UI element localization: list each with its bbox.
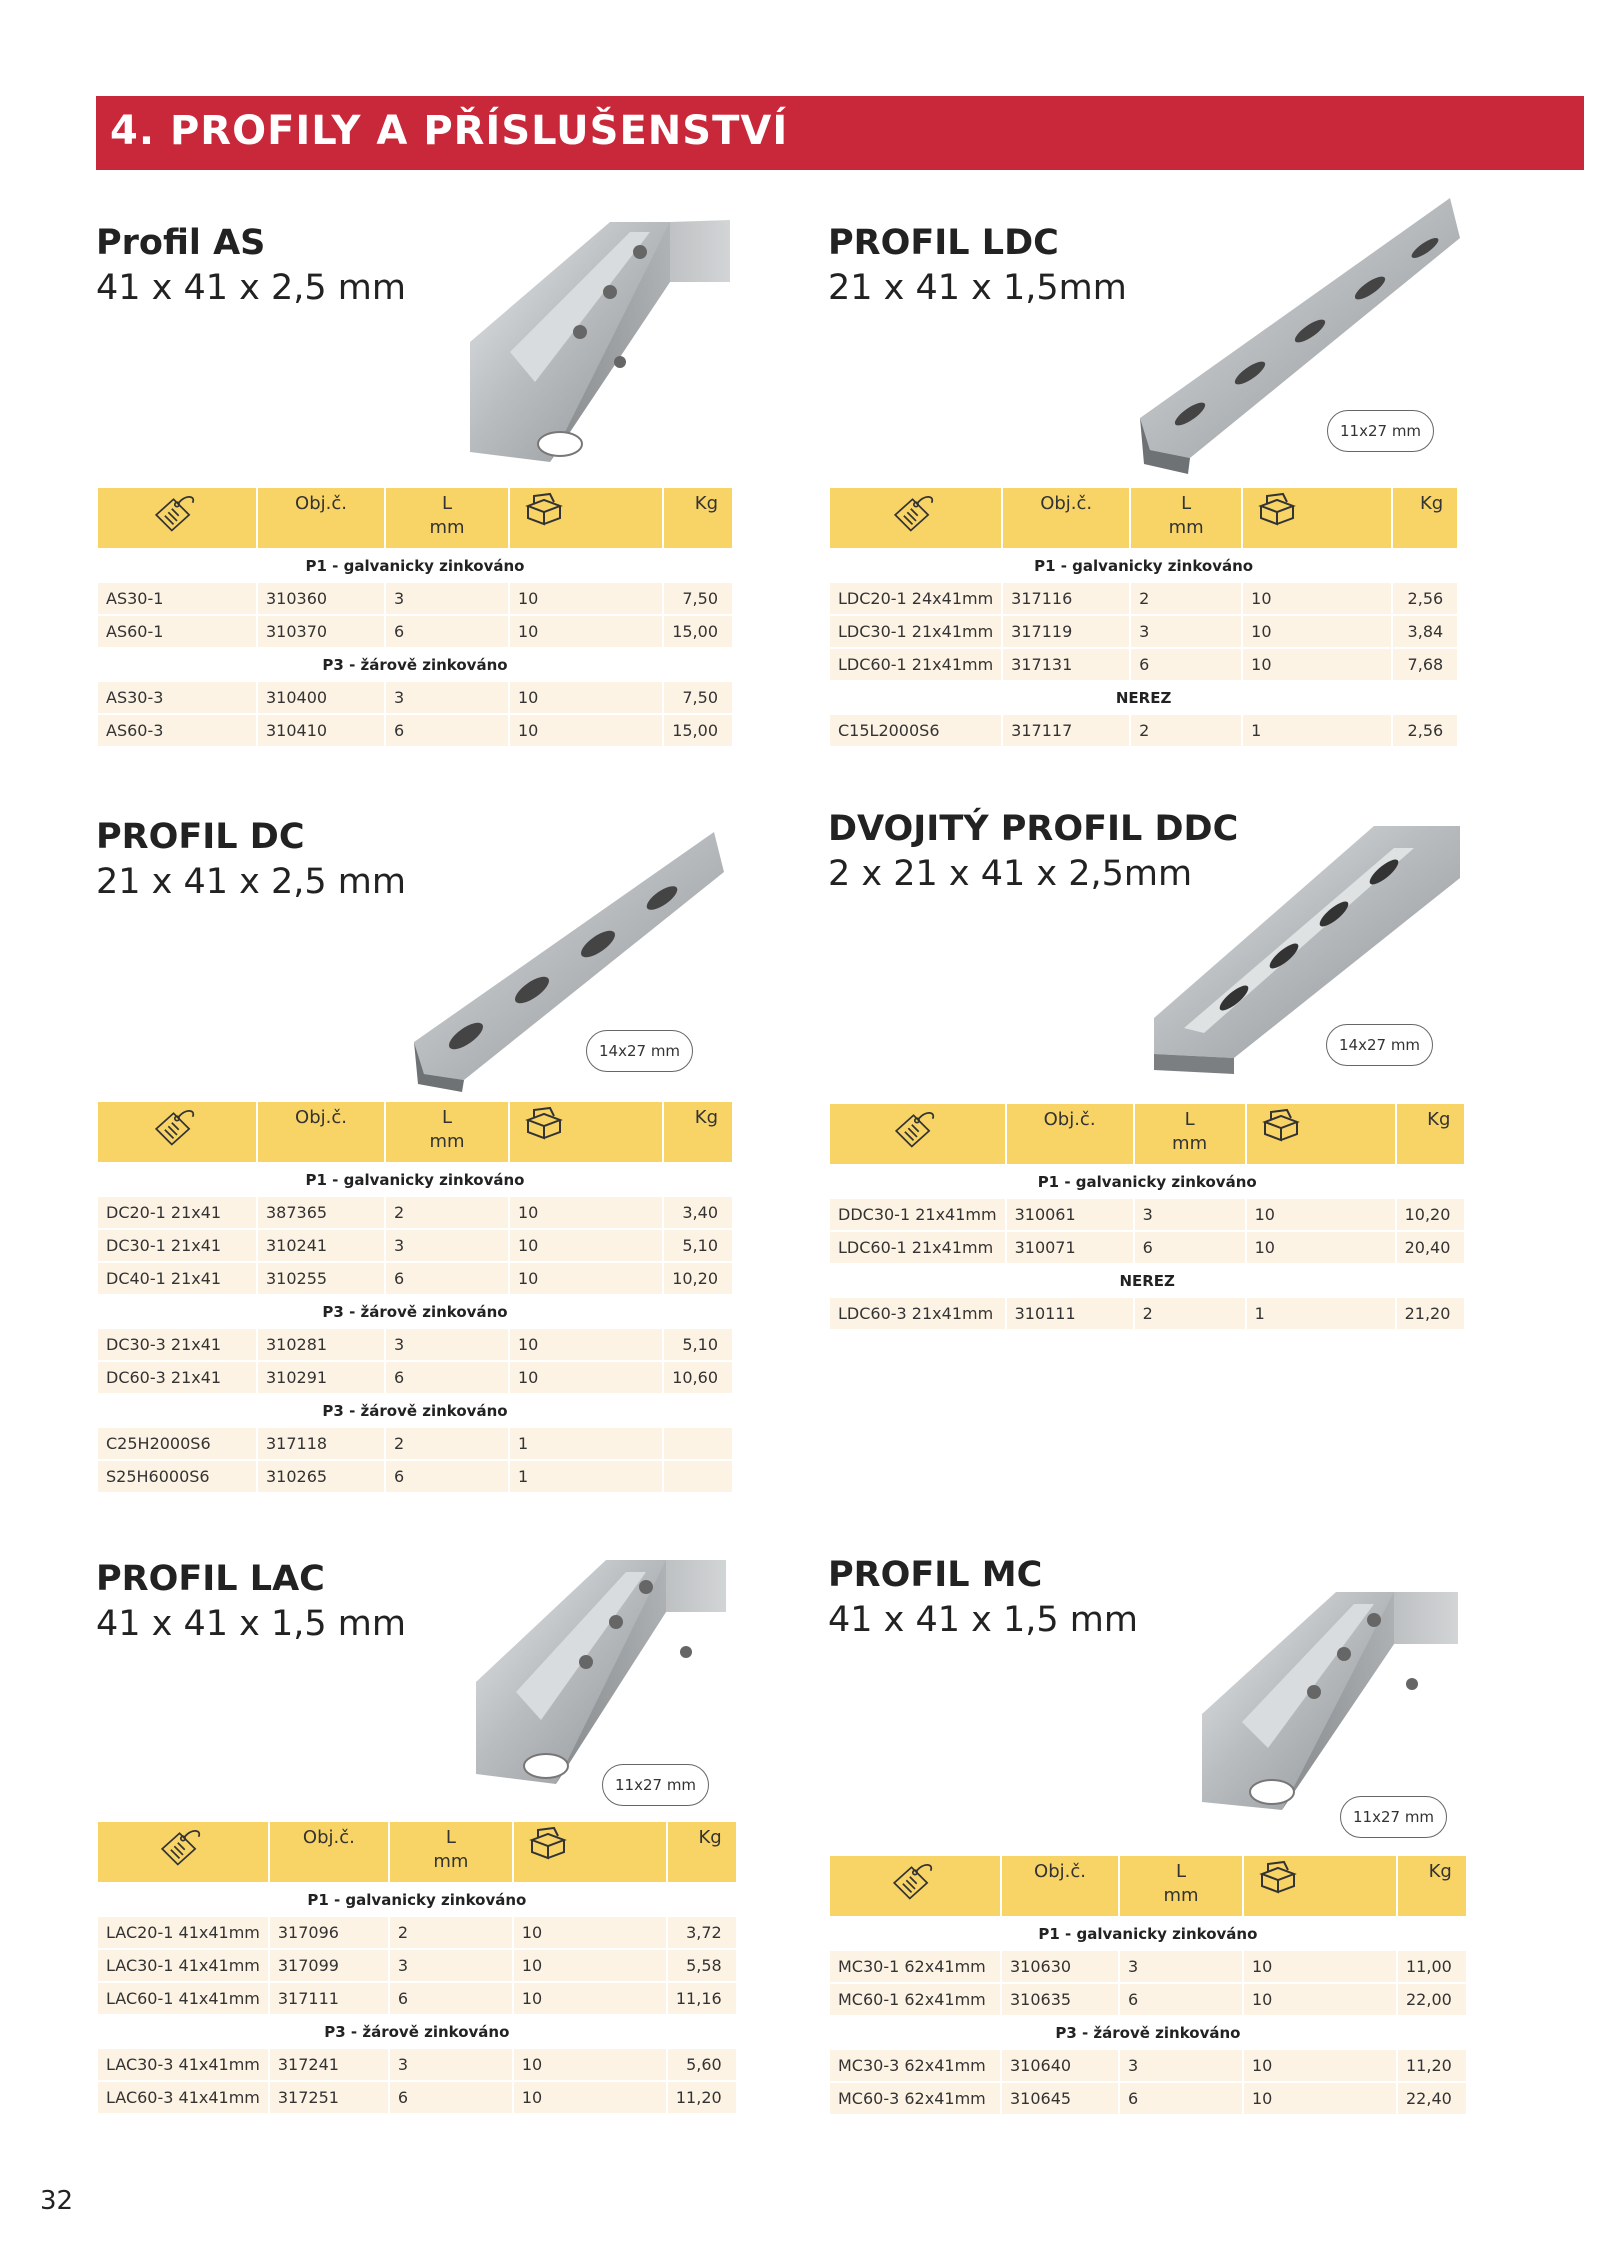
header-length	[386, 1102, 508, 1162]
product-code: DC30-3 21x41	[98, 1329, 256, 1360]
package-icon-cell	[510, 488, 662, 548]
product-code: AS60-3	[98, 715, 256, 746]
product-tag-icon	[151, 1106, 203, 1150]
package-box-icon	[1261, 1108, 1301, 1142]
table-row	[98, 1230, 732, 1261]
product-code: MC30-1 62x41mm	[830, 1951, 1000, 1982]
length-value: 6	[1131, 649, 1241, 680]
order-number: 317099	[270, 1950, 388, 1981]
pack-quantity: 10	[510, 616, 662, 647]
package-icon-cell	[514, 1822, 666, 1882]
product-code: C15L2000S6	[830, 715, 1001, 746]
table-header-row	[98, 1822, 736, 1882]
header-weight: Kg	[664, 1102, 732, 1162]
weight-value: 7,50	[664, 583, 732, 614]
pack-quantity: 10	[1244, 1984, 1396, 2015]
weight-value: 11,20	[668, 2082, 736, 2113]
product-code: LAC60-3 41x41mm	[98, 2082, 268, 2113]
order-number: 317117	[1003, 715, 1129, 746]
header-length-unit: mm	[1168, 517, 1204, 538]
length-value: 6	[386, 1263, 508, 1294]
product-code: S25H6000S6	[98, 1461, 256, 1492]
length-value: 6	[390, 1983, 512, 2014]
pack-quantity: 10	[1247, 1232, 1395, 1263]
header-order-number: Obj.č.	[258, 488, 384, 548]
group-label-row	[98, 1164, 732, 1195]
product-code: DC60-3 21x41	[98, 1362, 256, 1393]
order-number: 310360	[258, 583, 384, 614]
header-length-label: L	[441, 493, 453, 514]
table-row	[830, 1298, 1464, 1329]
package-box-icon	[1258, 1860, 1298, 1894]
group-label-row	[98, 550, 732, 581]
order-number: 310255	[258, 1263, 384, 1294]
weight-value: 22,00	[1398, 1984, 1466, 2015]
header-length-label: L	[441, 1107, 453, 1128]
profile-size: 41 x 41 x 1,5 mm	[96, 1604, 406, 1644]
product-code: MC60-3 62x41mm	[830, 2083, 1000, 2114]
length-value: 6	[1135, 1232, 1245, 1263]
package-icon-cell	[1243, 488, 1391, 548]
length-value: 6	[1120, 1984, 1242, 2015]
group-label: P3 - žárově zinkováno	[98, 649, 732, 680]
product-code: LDC60-3 21x41mm	[830, 1298, 1005, 1329]
order-number: 310265	[258, 1461, 384, 1492]
pack-quantity: 1	[1243, 715, 1391, 746]
pack-quantity: 10	[510, 1329, 662, 1360]
weight-value: 21,20	[1397, 1298, 1465, 1329]
header-length-unit: mm	[1163, 1885, 1199, 1906]
order-number: 310410	[258, 715, 384, 746]
profile-as-table	[96, 486, 734, 748]
table-row	[98, 1428, 732, 1459]
group-label-row	[830, 1166, 1464, 1197]
group-label: P3 - žárově zinkováno	[830, 2017, 1466, 2048]
weight-value: 3,72	[668, 1917, 736, 1948]
order-number: 317118	[258, 1428, 384, 1459]
weight-value	[664, 1428, 732, 1459]
profile-mc-image	[1186, 1584, 1458, 1822]
table-row	[98, 1329, 732, 1360]
length-value: 2	[1135, 1298, 1245, 1329]
order-number: 310071	[1007, 1232, 1133, 1263]
weight-value: 5,60	[668, 2049, 736, 2080]
pack-quantity: 1	[510, 1428, 662, 1459]
group-label: P3 - žárově zinkováno	[98, 1296, 732, 1327]
order-number: 317116	[1003, 583, 1129, 614]
chapter-banner	[96, 96, 1584, 170]
pack-quantity: 10	[1243, 583, 1391, 614]
group-label: NEREZ	[830, 682, 1457, 713]
product-code: MC30-3 62x41mm	[830, 2050, 1000, 2081]
header-length-unit: mm	[429, 1131, 465, 1152]
header-length	[1135, 1104, 1245, 1164]
group-label: P1 - galvanicky zinkováno	[830, 1166, 1464, 1197]
header-length-label: L	[1175, 1861, 1187, 1882]
profile-size: 41 x 41 x 2,5 mm	[96, 268, 406, 308]
pack-quantity: 10	[1243, 616, 1391, 647]
order-number: 317096	[270, 1917, 388, 1948]
table-row	[98, 1461, 732, 1492]
table-header-row	[830, 488, 1457, 548]
slot-size-badge: 14x27 mm	[1326, 1024, 1433, 1066]
group-label-row	[830, 1918, 1466, 1949]
package-icon-cell	[510, 1102, 662, 1162]
order-number: 310370	[258, 616, 384, 647]
tag-icon-cell	[830, 1104, 1005, 1164]
table-row	[98, 682, 732, 713]
table-row	[830, 1232, 1464, 1263]
pack-quantity: 10	[510, 1230, 662, 1261]
profile-title: DVOJITÝ PROFIL DDC	[828, 809, 1239, 849]
table-row	[98, 2049, 736, 2080]
pack-quantity: 10	[510, 1197, 662, 1228]
pack-quantity: 10	[1247, 1199, 1395, 1230]
pack-quantity: 10	[1243, 649, 1391, 680]
group-label-row	[98, 649, 732, 680]
weight-value: 2,56	[1393, 583, 1457, 614]
group-label-row	[98, 1296, 732, 1327]
product-code: LDC60-1 21x41mm	[830, 1232, 1005, 1263]
weight-value: 7,50	[664, 682, 732, 713]
header-weight: Kg	[1393, 488, 1457, 548]
group-label: P1 - galvanicky zinkováno	[98, 1884, 736, 1915]
order-number: 310061	[1007, 1199, 1133, 1230]
product-code: LAC30-3 41x41mm	[98, 2049, 268, 2080]
length-value: 2	[1131, 715, 1241, 746]
table-row	[830, 1199, 1464, 1230]
header-weight: Kg	[1398, 1856, 1466, 1916]
profile-as-image	[440, 212, 730, 476]
profile-ldc-table	[828, 486, 1459, 748]
weight-value: 3,40	[664, 1197, 732, 1228]
product-code: AS30-3	[98, 682, 256, 713]
length-value: 6	[386, 715, 508, 746]
product-code: AS60-1	[98, 616, 256, 647]
table-row	[98, 2082, 736, 2113]
header-length-unit: mm	[433, 1851, 469, 1872]
length-value: 3	[1135, 1199, 1245, 1230]
pack-quantity: 10	[514, 1917, 666, 1948]
header-order-number: Obj.č.	[1002, 1856, 1118, 1916]
order-number: 317119	[1003, 616, 1129, 647]
table-row	[98, 583, 732, 614]
table-row	[98, 1950, 736, 1981]
profile-size: 2 x 21 x 41 x 2,5mm	[828, 854, 1193, 894]
table-row	[830, 2083, 1466, 2114]
table-row	[98, 715, 732, 746]
header-length	[1120, 1856, 1242, 1916]
order-number: 310400	[258, 682, 384, 713]
package-icon-cell	[1244, 1856, 1396, 1916]
package-box-icon	[524, 492, 564, 526]
profile-ddc-table	[828, 1102, 1466, 1331]
product-code: LDC30-1 21x41mm	[830, 616, 1001, 647]
pack-quantity: 10	[514, 1983, 666, 2014]
product-code: DDC30-1 21x41mm	[830, 1199, 1005, 1230]
length-value: 2	[1131, 583, 1241, 614]
product-code: DC30-1 21x41	[98, 1230, 256, 1261]
pack-quantity: 10	[1244, 1951, 1396, 1982]
package-box-icon	[1257, 492, 1297, 526]
product-code: LAC30-1 41x41mm	[98, 1950, 268, 1981]
weight-value: 3,84	[1393, 616, 1457, 647]
pack-quantity: 10	[510, 1362, 662, 1393]
pack-quantity: 10	[510, 715, 662, 746]
tag-icon-cell	[830, 488, 1001, 548]
order-number: 317131	[1003, 649, 1129, 680]
profile-mc-table	[828, 1854, 1468, 2116]
tag-icon-cell	[98, 488, 256, 548]
pack-quantity: 1	[1247, 1298, 1395, 1329]
weight-value: 5,10	[664, 1230, 732, 1261]
slot-size-badge: 11x27 mm	[1327, 410, 1434, 452]
pack-quantity: 10	[514, 2049, 666, 2080]
product-code: DC20-1 21x41	[98, 1197, 256, 1228]
group-label-row	[830, 550, 1457, 581]
group-label: P1 - galvanicky zinkováno	[98, 550, 732, 581]
chapter-title: 4. PROFILY A PŘÍSLUŠENSTVÍ	[110, 108, 789, 154]
product-code: LDC20-1 24x41mm	[830, 583, 1001, 614]
length-value: 3	[1131, 616, 1241, 647]
table-row	[98, 1263, 732, 1294]
profile-title: PROFIL DC	[96, 817, 305, 857]
header-order-number: Obj.č.	[270, 1822, 388, 1882]
order-number: 317241	[270, 2049, 388, 2080]
header-length-label: L	[445, 1827, 456, 1848]
pack-quantity: 10	[514, 1950, 666, 1981]
header-length	[386, 488, 508, 548]
group-label-row	[98, 2016, 736, 2047]
length-value: 6	[1120, 2083, 1242, 2114]
group-label: NEREZ	[830, 1265, 1464, 1296]
length-value: 3	[390, 2049, 512, 2080]
page-number: 32	[40, 2186, 74, 2216]
group-label-row	[98, 1884, 736, 1915]
weight-value: 7,68	[1393, 649, 1457, 680]
product-tag-icon	[889, 1860, 941, 1904]
weight-value: 11,00	[1398, 1951, 1466, 1982]
group-label: P1 - galvanicky zinkováno	[830, 550, 1457, 581]
weight-value: 2,56	[1393, 715, 1457, 746]
package-box-icon	[524, 1106, 564, 1140]
header-weight: Kg	[1397, 1104, 1465, 1164]
product-code: LDC60-1 21x41mm	[830, 649, 1001, 680]
weight-value: 10,20	[1397, 1199, 1465, 1230]
weight-value: 10,60	[664, 1362, 732, 1393]
product-code: AS30-1	[98, 583, 256, 614]
profile-title: PROFIL MC	[828, 1555, 1043, 1595]
weight-value: 20,40	[1397, 1232, 1465, 1263]
profile-lac-image	[456, 1552, 726, 1796]
group-label: P1 - galvanicky zinkováno	[830, 1918, 1466, 1949]
pack-quantity: 10	[514, 2082, 666, 2113]
table-row	[830, 2050, 1466, 2081]
product-tag-icon	[151, 492, 203, 536]
length-value: 6	[390, 2082, 512, 2113]
profile-title: PROFIL LDC	[828, 223, 1059, 263]
pack-quantity: 10	[510, 682, 662, 713]
product-code: DC40-1 21x41	[98, 1263, 256, 1294]
slot-size-badge: 14x27 mm	[586, 1030, 693, 1072]
weight-value: 10,20	[664, 1263, 732, 1294]
length-value: 2	[386, 1197, 508, 1228]
order-number: 310630	[1002, 1951, 1118, 1982]
header-length	[390, 1822, 512, 1882]
length-value: 3	[1120, 2050, 1242, 2081]
table-header-row	[98, 488, 732, 548]
group-label: P3 - žárově zinkováno	[98, 1395, 732, 1426]
tag-icon-cell	[830, 1856, 1000, 1916]
tag-icon-cell	[98, 1822, 268, 1882]
pack-quantity: 10	[510, 583, 662, 614]
weight-value: 22,40	[1398, 2083, 1466, 2114]
pack-quantity: 1	[510, 1461, 662, 1492]
table-row	[830, 1951, 1466, 1982]
header-length-unit: mm	[1172, 1133, 1208, 1154]
length-value: 3	[386, 1329, 508, 1360]
header-weight: Kg	[668, 1822, 736, 1882]
order-number: 387365	[258, 1197, 384, 1228]
weight-value: 11,16	[668, 1983, 736, 2014]
header-length-label: L	[1181, 493, 1192, 514]
pack-quantity: 10	[1244, 2083, 1396, 2114]
header-length	[1131, 488, 1241, 548]
order-number: 317251	[270, 2082, 388, 2113]
product-code: C25H2000S6	[98, 1428, 256, 1459]
weight-value: 5,10	[664, 1329, 732, 1360]
group-label-row	[830, 682, 1457, 713]
profile-dc-table	[96, 1100, 734, 1494]
length-value: 6	[386, 616, 508, 647]
profile-lac-table	[96, 1820, 738, 2115]
product-code: LAC20-1 41x41mm	[98, 1917, 268, 1948]
order-number: 310281	[258, 1329, 384, 1360]
table-row	[830, 583, 1457, 614]
order-number: 310291	[258, 1362, 384, 1393]
table-row	[98, 616, 732, 647]
product-tag-icon	[890, 492, 942, 536]
weight-value: 15,00	[664, 616, 732, 647]
weight-value: 5,58	[668, 1950, 736, 1981]
group-label-row	[830, 1265, 1464, 1296]
length-value: 6	[386, 1461, 508, 1492]
slot-size-badge: 11x27 mm	[602, 1764, 709, 1806]
product-code: LAC60-1 41x41mm	[98, 1983, 268, 2014]
pack-quantity: 10	[510, 1263, 662, 1294]
order-number: 310241	[258, 1230, 384, 1261]
group-label: P1 - galvanicky zinkováno	[98, 1164, 732, 1195]
weight-value: 15,00	[664, 715, 732, 746]
package-icon-cell	[1247, 1104, 1395, 1164]
order-number: 310640	[1002, 2050, 1118, 2081]
weight-value	[664, 1461, 732, 1492]
table-row	[98, 1917, 736, 1948]
header-weight: Kg	[664, 488, 732, 548]
table-row	[830, 616, 1457, 647]
length-value: 3	[1120, 1951, 1242, 1982]
pack-quantity: 10	[1244, 2050, 1396, 2081]
length-value: 2	[390, 1917, 512, 1948]
order-number: 310635	[1002, 1984, 1118, 2015]
weight-value: 11,20	[1398, 2050, 1466, 2081]
length-value: 3	[386, 1230, 508, 1261]
product-tag-icon	[891, 1108, 943, 1152]
table-row	[98, 1197, 732, 1228]
slot-size-badge: 11x27 mm	[1340, 1796, 1447, 1838]
tag-icon-cell	[98, 1102, 256, 1162]
header-length-label: L	[1184, 1109, 1195, 1130]
order-number: 317111	[270, 1983, 388, 2014]
header-order-number: Obj.č.	[1003, 488, 1129, 548]
profile-title: Profil AS	[96, 223, 266, 263]
table-row	[830, 649, 1457, 680]
header-length-unit: mm	[429, 517, 465, 538]
header-order-number: Obj.č.	[258, 1102, 384, 1162]
header-order-number: Obj.č.	[1007, 1104, 1133, 1164]
product-code: MC60-1 62x41mm	[830, 1984, 1000, 2015]
table-row	[98, 1362, 732, 1393]
group-label: P3 - žárově zinkováno	[98, 2016, 736, 2047]
profile-size: 21 x 41 x 1,5mm	[828, 268, 1127, 308]
table-row	[98, 1983, 736, 2014]
product-tag-icon	[157, 1826, 209, 1870]
table-row	[830, 715, 1457, 746]
table-header-row	[98, 1102, 732, 1162]
length-value: 3	[386, 682, 508, 713]
length-value: 3	[386, 583, 508, 614]
order-number: 310645	[1002, 2083, 1118, 2114]
profile-size: 21 x 41 x 2,5 mm	[96, 862, 406, 902]
package-box-icon	[528, 1826, 568, 1860]
group-label-row	[830, 2017, 1466, 2048]
length-value: 6	[386, 1362, 508, 1393]
profile-title: PROFIL LAC	[96, 1559, 325, 1599]
length-value: 3	[390, 1950, 512, 1981]
group-label-row	[98, 1395, 732, 1426]
table-header-row	[830, 1104, 1464, 1164]
table-row	[830, 1984, 1466, 2015]
table-header-row	[830, 1856, 1466, 1916]
length-value: 2	[386, 1428, 508, 1459]
order-number: 310111	[1007, 1298, 1133, 1329]
profile-size: 41 x 41 x 1,5 mm	[828, 1600, 1138, 1640]
